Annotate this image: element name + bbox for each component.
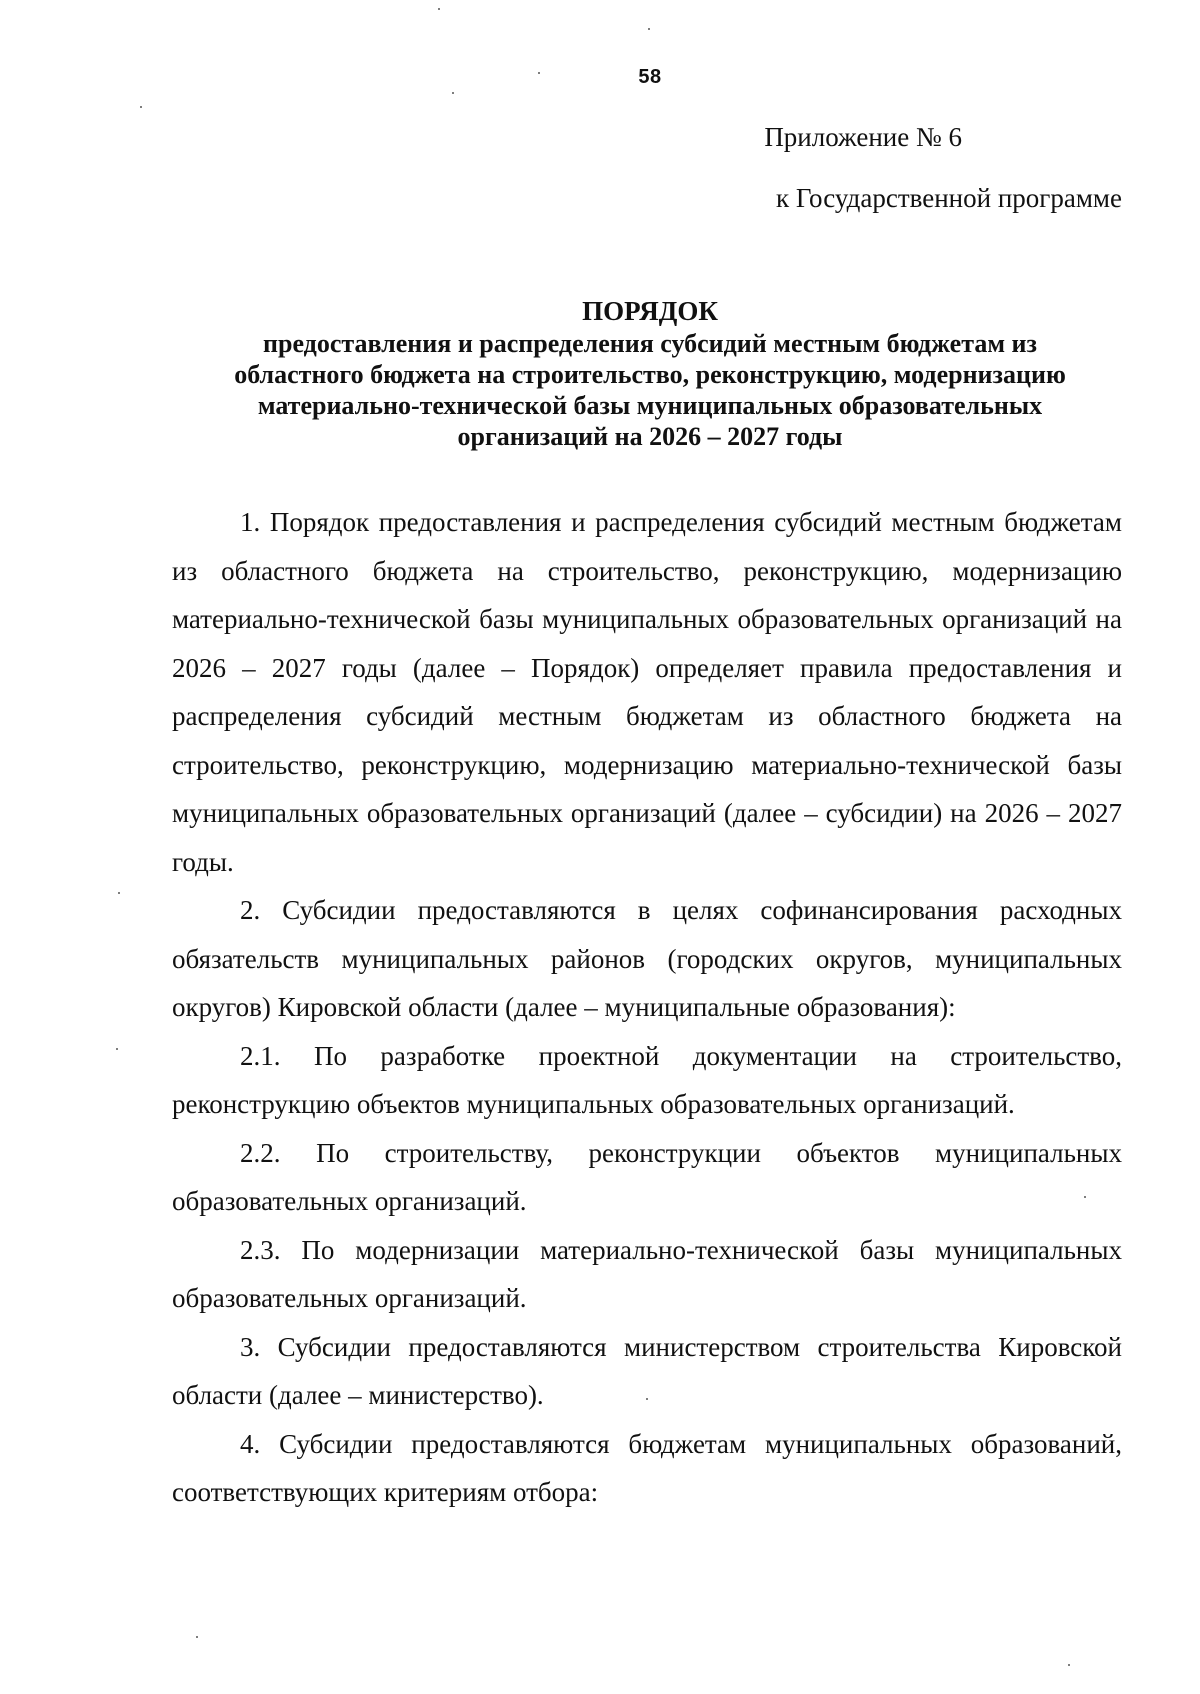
scan-speck [648,28,650,30]
appendix-number: Приложение № 6 [764,122,962,152]
title-heading: ПОРЯДОК [582,296,718,326]
title-line: материально-технической базы муниципальных образовательных [257,391,1043,420]
title-line: областного бюджета на строительство, реконструкцию, модернизацию [234,360,1066,389]
scan-speck [116,1048,118,1050]
scan-speck [140,106,142,108]
scan-speck [452,92,454,94]
scan-speck [1084,1196,1086,1198]
scan-speck [1068,1664,1070,1666]
scan-speck [538,72,540,74]
document-body [172,498,1122,1517]
paragraph-2-2: 2.2. По строительству, реконструкции объектов муниципальных образовательных организаций. [172,1137,1122,1216]
scan-speck [438,8,440,10]
scan-speck [118,892,120,894]
paragraph-2-3: 2.3. По модернизации материально-технической базы муниципальных образовательных организаций. [172,1234,1122,1313]
paragraph-2: 2. Субсидии предоставляются в целях софинансирования расходных обязательств муниципальных районов (городских округов, муниципальных округов) Кировской области (далее – муниципальные образования): [172,895,1122,1022]
paragraph-2-1: 2.1. По разработке проектной документации на строительство, реконструкцию объектов муниципальных образовательных организаций. [172,1040,1122,1119]
paragraph-4: 4. Субсидии предоставляются бюджетам муниципальных образований, соответствующих критериям отбора: [172,1428,1122,1507]
page-number: 58 [638,66,662,88]
paragraph-3: 3. Субсидии предоставляются министерством строительства Кировской области (далее – министерство). [172,1331,1122,1410]
title-line: организаций на 2026 – 2027 годы [457,422,843,451]
title-line: предоставления и распределения субсидий местным бюджетам из [263,329,1037,358]
paragraph-1: 1. Порядок предоставления и распределения субсидий местным бюджетам из областного бюджета на строительство, реконструкцию, модернизацию материально-технической базы муниципальных образовательных организаций на 2026 – 2027 годы (далее – Порядок) определяет правила предоставления и распределения субсидий местным бюджетам из областного бюджета на строительство, реконструкцию, модернизацию материально-технической базы муниципальных образовательных организаций (далее – субсидии) на 2026 – 2027 годы. [172,507,1122,877]
scan-speck [196,1636,198,1638]
scan-speck [646,1398,648,1400]
document-title [110,294,1190,452]
appendix-reference: к Государственной программе [775,183,1122,213]
